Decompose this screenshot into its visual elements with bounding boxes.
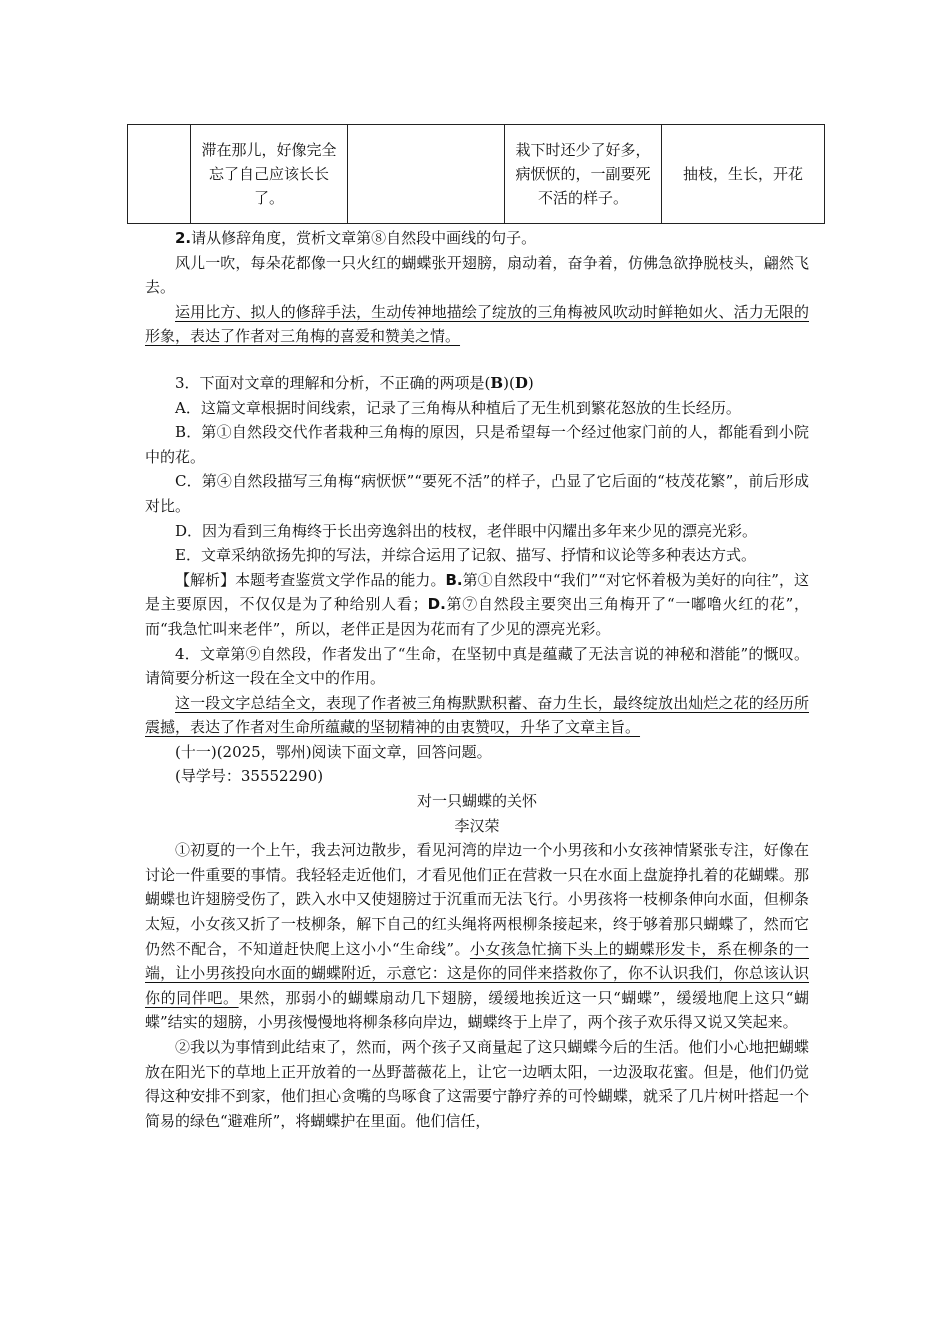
analysis-text: 第⑦自然段主要突出三角梅开了“一嘟噜火红的花”，而“我急忙叫来老伴”，所以，老伴正是因为花而有了少见的漂亮光彩。 — [145, 595, 809, 638]
answer-text — [145, 300, 809, 349]
bracket-separator: )( — [503, 373, 515, 392]
answer-choice-2: D — [514, 373, 528, 392]
question-number: 2. — [175, 229, 192, 247]
table-cell — [348, 125, 505, 224]
question-2 — [145, 226, 809, 251]
option-a: A．这篇文章根据时间线索，记录了三角梅从种植后了无生机到繁花怒放的生长经历。 — [175, 398, 741, 417]
question-3 — [145, 371, 809, 396]
bracket-close: ) — [527, 373, 534, 392]
table-cell — [128, 125, 191, 224]
option-e: E．文章采纳欲扬先抑的写法，并综合运用了记叙、描写、抒情和议论等多种表达方式。 — [175, 546, 756, 565]
table-cell: 滞在那儿，好像完全忘了自己应该长长了。 — [191, 125, 348, 224]
article-author: 李汉荣 — [454, 816, 500, 835]
analysis-option-b: B. — [445, 570, 463, 589]
table-cell: 抽枝，生长，开花 — [662, 125, 825, 224]
analysis-text: 本题考查鉴赏文学作品的能力。 — [235, 570, 446, 589]
document-body — [145, 226, 809, 1133]
analysis — [145, 568, 809, 642]
table-row — [128, 125, 825, 224]
section-heading: (十一)(2025，鄂州)阅读下面文章，回答问题。 — [175, 742, 492, 761]
analysis-text: 第①自然段中“我们”“对它怀着极为美好的向往”，这是主要原因，不仅仅是为了种给别人看； — [145, 570, 809, 614]
paragraph-2: ②我以为事情到此结束了，然而，两个孩子又商量起了这只蝴蝶今后的生活。他们小心地把蝴蝶放在阳光下的草地上正开放着的一丛野蔷薇花上，让它一边晒太阳，一边汲取花蜜。但是，他们仍觉得这种安排不到家，他们担心贪嘴的鸟啄食了这需要宁静疗养的可怜蝴蝶，就采了几片树叶搭起一个简易的绿色“避难所”，将蝴蝶护在里面。他们信任， — [145, 1038, 809, 1130]
option-c: C．第④自然段描写三角梅“病恹恹”“要死不活”的样子，凸显了它后面的“枝茂花繁”，前后形成对比。 — [145, 472, 809, 515]
guide-number: (导学号：35552290) — [175, 767, 324, 786]
question-text: 请从修辞角度，赏析文章第⑧自然段中画线的句子。 — [191, 229, 537, 247]
article-title: 对一只蝴蝶的关怀 — [416, 792, 537, 811]
analysis-option-d: D. — [427, 595, 446, 614]
answer-table — [127, 124, 825, 224]
option-d: D．因为看到三角梅终于长出旁逸斜出的枝杈，老伴眼中闪耀出多年来少见的漂亮光彩。 — [175, 521, 758, 540]
paragraph-text: 果然，那弱小的蝴蝶扇动几下翅膀，缓缓地挨近这一只“蝴蝶”，缓缓地爬上这只“蝴蝶”结实的翅膀，小男孩慢慢地将柳条移向岸边，蝴蝶终于上岸了，两个孩子欢乐得又说又笑起来。 — [145, 988, 809, 1032]
table-cell: 栽下时还少了好多，病恹恹的，一副要死不活的样子。 — [505, 125, 662, 224]
underlined-sentence: 小女孩急忙摘下头上的蝴蝶形发卡，系在柳条的一端，让小男孩投向水面的蝴蝶附近，示意它：这是你的同伴来搭救你了，你不认识我们，你总该认识你的同伴吧。 — [145, 939, 809, 1007]
paragraph-text: ①初夏的一个上午，我去河边散步，看见河湾的岸边一个小男孩和小女孩神情紧张专注，好像在讨论一件重要的事情。我轻轻走近他们，才看见他们正在营救一只在水面上盘旋挣扎着的花蝴蝶。那蝴蝶也许翅膀受伤了，跌入水中又使翅膀过于沉重而无法飞行。小男孩将一枝柳条伸向水面，但柳条太短，小女孩又折了一枝柳条，解下自己的红头绳将两根柳条接起来，终于够着那只蝴蝶了，然而它仍然不配合，不知道赶快爬上这小小“生命线”。 — [145, 841, 809, 958]
paragraph-1 — [145, 838, 809, 1035]
option-b: B．第①自然段交代作者栽种三角梅的原因，只是希望每一个经过他家门前的人，都能看到小院中的花。 — [145, 423, 809, 466]
answer-text — [145, 691, 809, 740]
analysis-label: 【解析】 — [175, 570, 236, 589]
question-stem: 3．下面对文章的理解和分析，不正确的两项是( — [175, 373, 491, 392]
answer-choice-1: B — [490, 373, 504, 392]
underlined-answer: 运用比方、拟人的修辞手法，生动传神地描绘了绽放的三角梅被风吹动时鲜艳如火、活力无限的形象，表达了作者对三角梅的喜爱和赞美之情。 — [145, 302, 809, 346]
quoted-sentence: 风儿一吹，每朵花都像一只火红的蝴蝶张开翅膀，扇动着，奋争着，仿佛急欲挣脱枝头，翩然飞去。 — [145, 253, 809, 297]
underlined-answer: 这一段文字总结全文，表现了作者被三角梅默默积蓄、奋力生长，最终绽放出灿烂之花的经历所震撼，表达了作者对生命所蕴藏的坚韧精神的由衷赞叹，升华了文章主旨。 — [145, 693, 809, 737]
question-4: 4．文章第⑨自然段，作者发出了“生命，在坚韧中真是蕴藏了无法言说的神秘和潜能”的慨叹。请简要分析这一段在全文中的作用。 — [145, 644, 809, 688]
